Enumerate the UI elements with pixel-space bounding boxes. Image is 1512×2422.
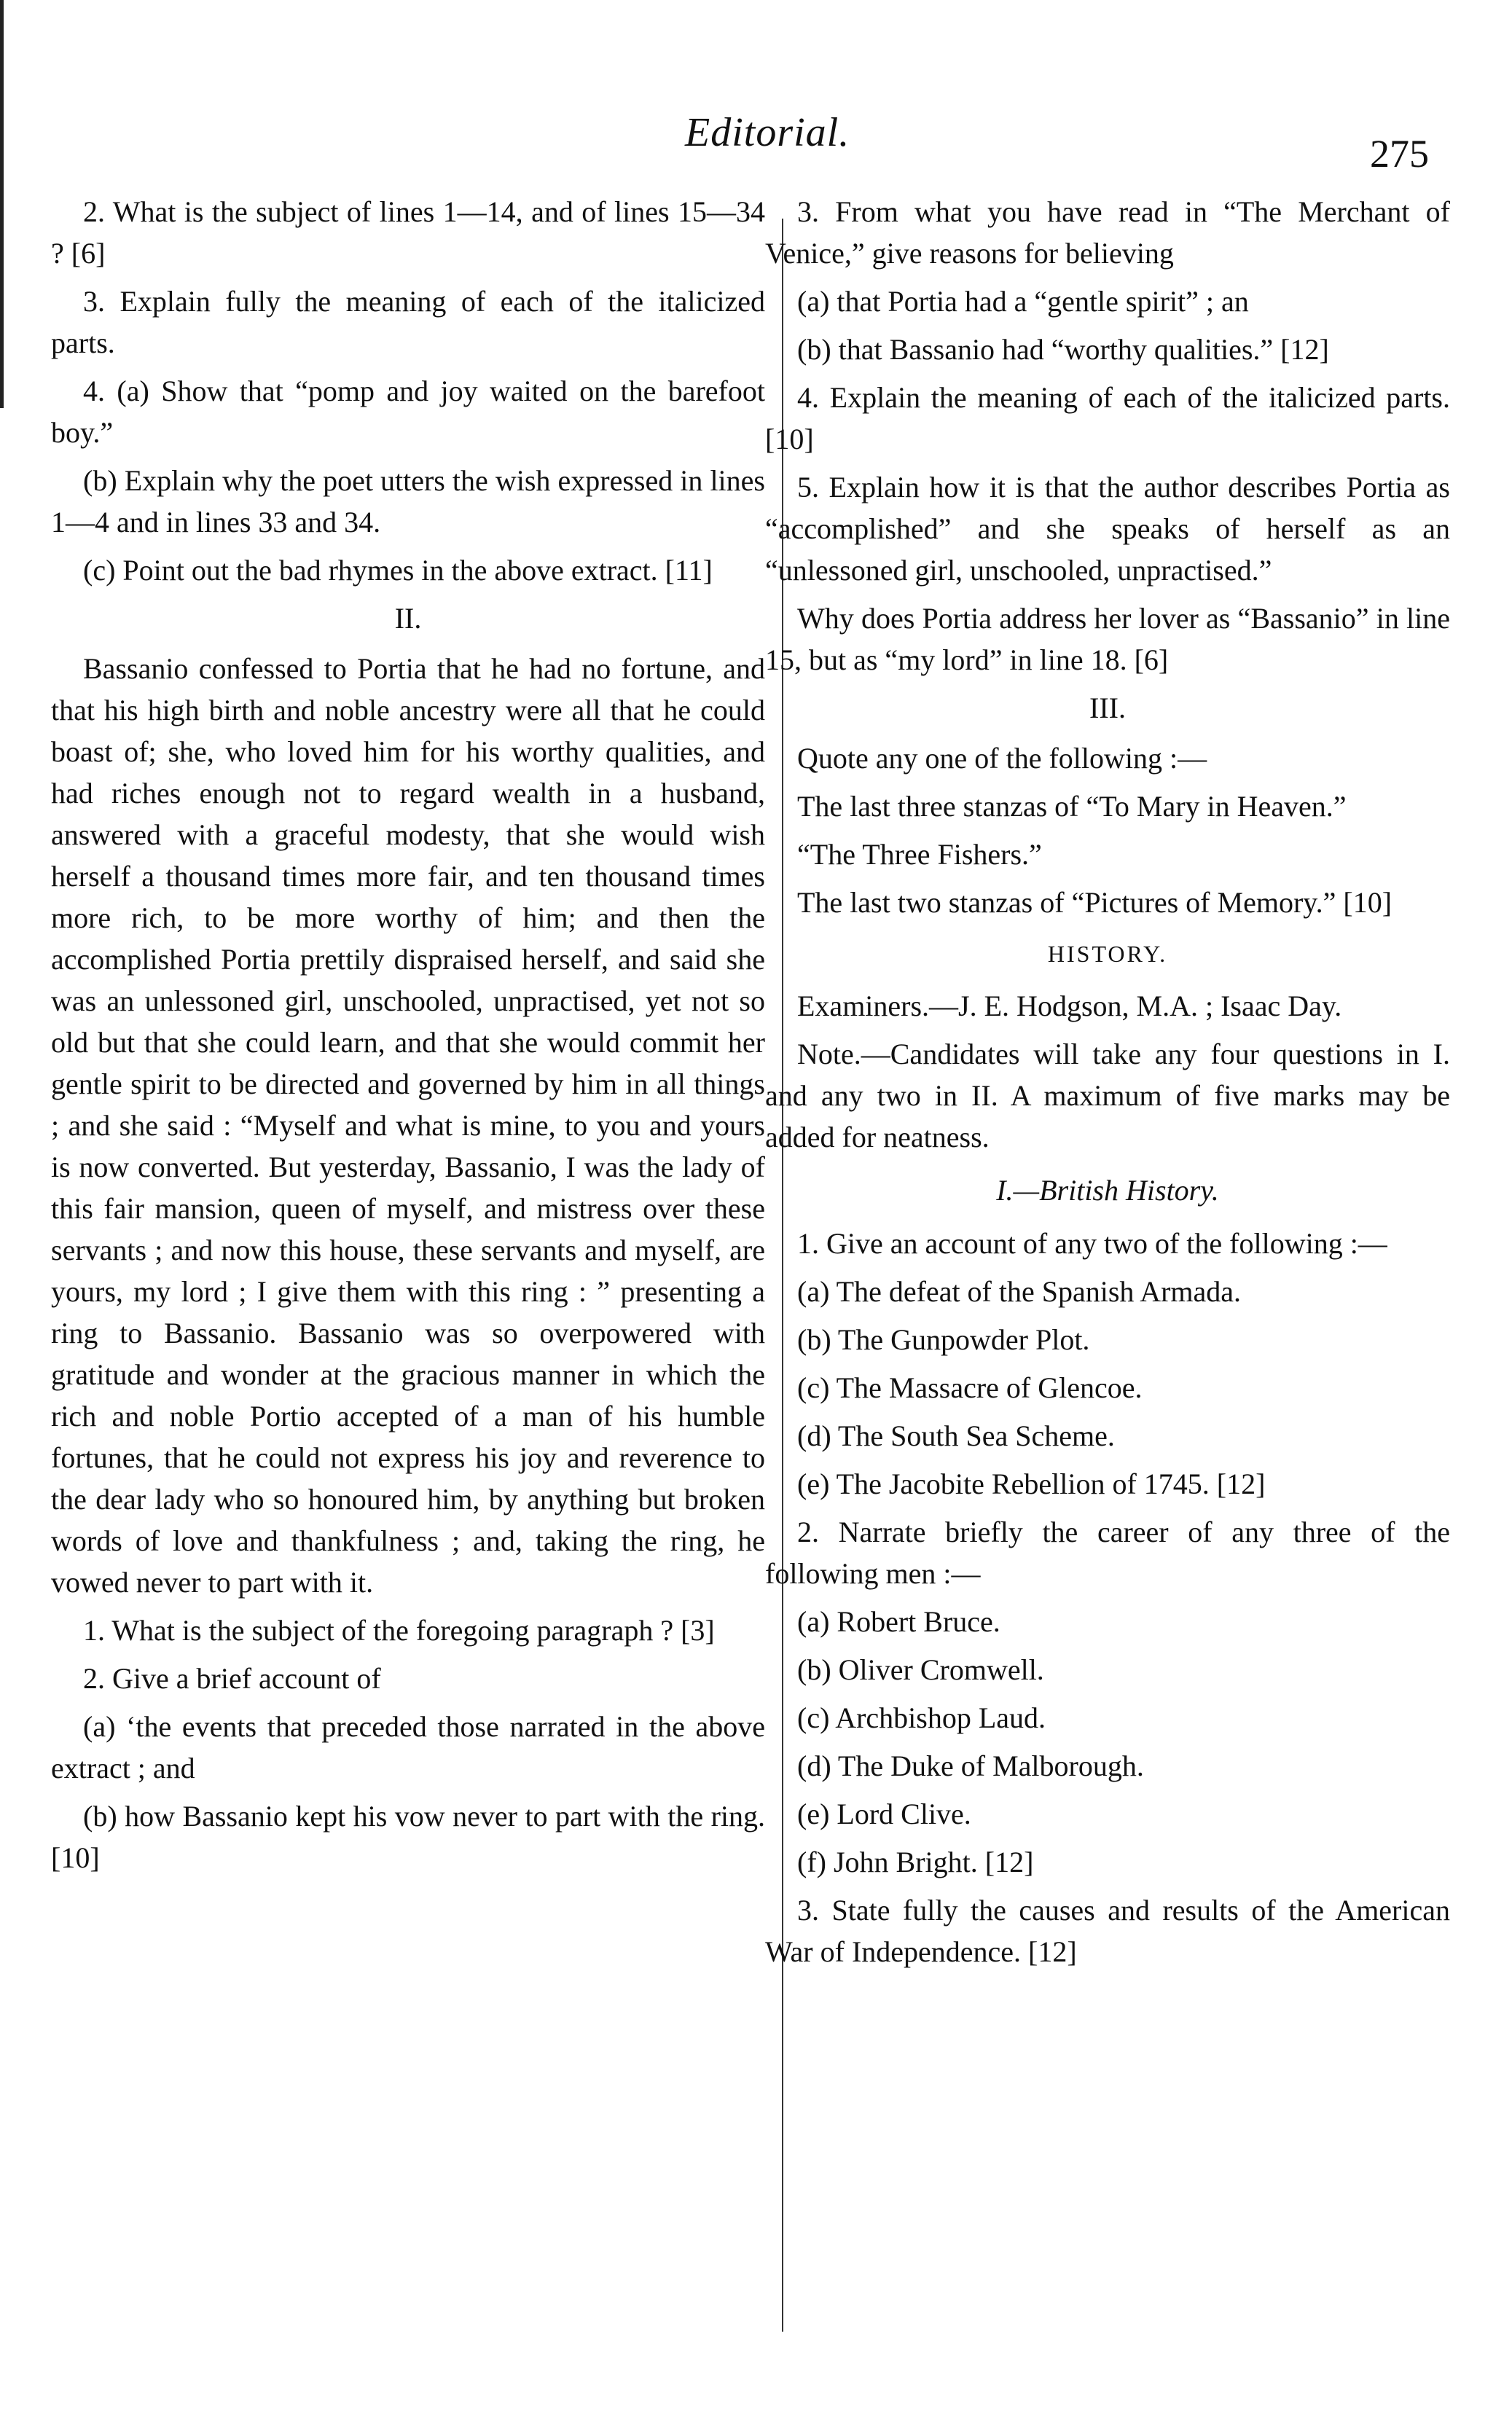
- section-heading: III.: [1089, 691, 1126, 724]
- list-item: (e) The Jacobite Rebellion of 1745. [12]: [797, 1467, 1266, 1500]
- list-item: (d) The South Sea Scheme.: [797, 1419, 1115, 1452]
- page-number: 275: [1370, 132, 1429, 176]
- question-text: 4. (a) Show that “pomp and joy waited on the barefoot boy.”: [51, 375, 765, 449]
- quote-option: The last two stanzas of “Pictures of Memory.” [10]: [797, 886, 1392, 919]
- list-item: (c) Archbishop Laud.: [797, 1701, 1046, 1734]
- question-text: 3. State fully the causes and results of the American War of Independence. [12]: [765, 1894, 1450, 1968]
- examiners-line: Examiners.—J. E. Hodgson, M.A. ; Isaac Day.: [797, 989, 1342, 1022]
- right-column: [765, 191, 1450, 1979]
- question-text: 1. What is the subject of the foregoing paragraph ? [3]: [83, 1614, 715, 1647]
- list-item: (d) The Duke of Malborough.: [797, 1749, 1144, 1782]
- page-header-title: Editorial.: [685, 110, 850, 155]
- question-text: 2. What is the subject of lines 1—14, and of lines 15—34 ? [6]: [51, 195, 765, 270]
- question-text: (a) that Portia had a “gentle spirit” ; an: [797, 285, 1249, 318]
- question-text: 4. Explain the meaning of each of the italicized parts. [10]: [765, 381, 1450, 455]
- note-text: Note.—Candidates will take any four questions in I. and any two in II. A maximum of five marks may be added for neatness.: [765, 1038, 1450, 1153]
- question-text: 5. Explain how it is that the author describes Portia as “accomplished” and she speaks of herself as an “unlessoned girl, unschooled, unpractised.”: [765, 471, 1450, 587]
- list-item: (f) John Bright. [12]: [797, 1846, 1034, 1878]
- passage-text: Bassanio confessed to Portia that he had no fortune, and that his high birth and noble ancestry were all that he could boast of; she, who loved him for his worthy qualities, and had riches enough not to regard wealth in a husband, answered with a graceful modesty, that she would wish herself a thousand times more fair, and ten thousand times more rich, to be more worthy of him; and then the accomplished Portia prettily dispraised herself, and said she was an unlessoned girl, unschooled, unpractised, yet not so old but that she could learn, and that she would commit her gentle spirit to be directed and governed by him in all things ; and she said : “Myself and what is mine, to you and yours is now converted. But yesterday, Bassanio, I was the lady of this fair mansion, queen of myself, and mistress over these servants ; and now this house, these servants and myself, are yours, my lord ; I give them with this ring : ” presenting a ring to Bassanio. Bassanio was so overpowered with gratitude and wonder at the gracious manner in which the rich and noble Portio accepted of a man of his humble fortunes, that he could not express his joy and reverence to the dear lady who so honoured him, by anything but broken words of love and thankfulness ; and, taking the ring, he vowed never to part with it.: [51, 652, 765, 1599]
- quote-option: “The Three Fishers.”: [797, 838, 1042, 871]
- question-text: (b) Explain why the poet utters the wish expressed in lines 1—4 and in lines 33 and 34.: [51, 464, 765, 538]
- question-text: 2. Narrate briefly the career of any three of the following men :—: [765, 1516, 1450, 1590]
- question-text: (b) how Bassanio kept his vow never to part with the ring. [10]: [51, 1800, 765, 1874]
- quote-option: The last three stanzas of “To Mary in Heaven.”: [797, 790, 1347, 823]
- list-item: (e) Lord Clive.: [797, 1798, 971, 1830]
- page-edge-rule: [0, 0, 4, 408]
- question-text: 1. Give an account of any two of the following :—: [797, 1227, 1387, 1260]
- question-text: 3. From what you have read in “The Merchant of Venice,” give reasons for believing: [765, 195, 1450, 270]
- subsection-heading: I.—British History.: [996, 1174, 1219, 1207]
- list-item: (c) The Massacre of Glencoe.: [797, 1371, 1143, 1404]
- section-heading: II.: [394, 602, 422, 635]
- question-text: Why does Portia address her lover as “Bassanio” in line 15, but as “my lord” in line 18. [6]: [765, 602, 1450, 676]
- list-item: (a) Robert Bruce.: [797, 1605, 1000, 1638]
- left-column: [51, 191, 765, 1885]
- question-text: Quote any one of the following :—: [797, 742, 1207, 775]
- history-heading: HISTORY.: [1047, 941, 1168, 967]
- list-item: (b) The Gunpowder Plot.: [797, 1323, 1090, 1356]
- list-item: (a) The defeat of the Spanish Armada.: [797, 1275, 1242, 1308]
- question-text: 3. Explain fully the meaning of each of the italicized parts.: [51, 285, 765, 359]
- question-text: (b) that Bassanio had “worthy qualities.” [12]: [797, 333, 1329, 366]
- question-text: (c) Point out the bad rhymes in the above extract. [11]: [83, 554, 713, 587]
- question-text: (a) ‘the events that preceded those narrated in the above extract ; and: [51, 1710, 765, 1784]
- list-item: (b) Oliver Cromwell.: [797, 1653, 1044, 1686]
- question-text: 2. Give a brief account of: [83, 1662, 381, 1695]
